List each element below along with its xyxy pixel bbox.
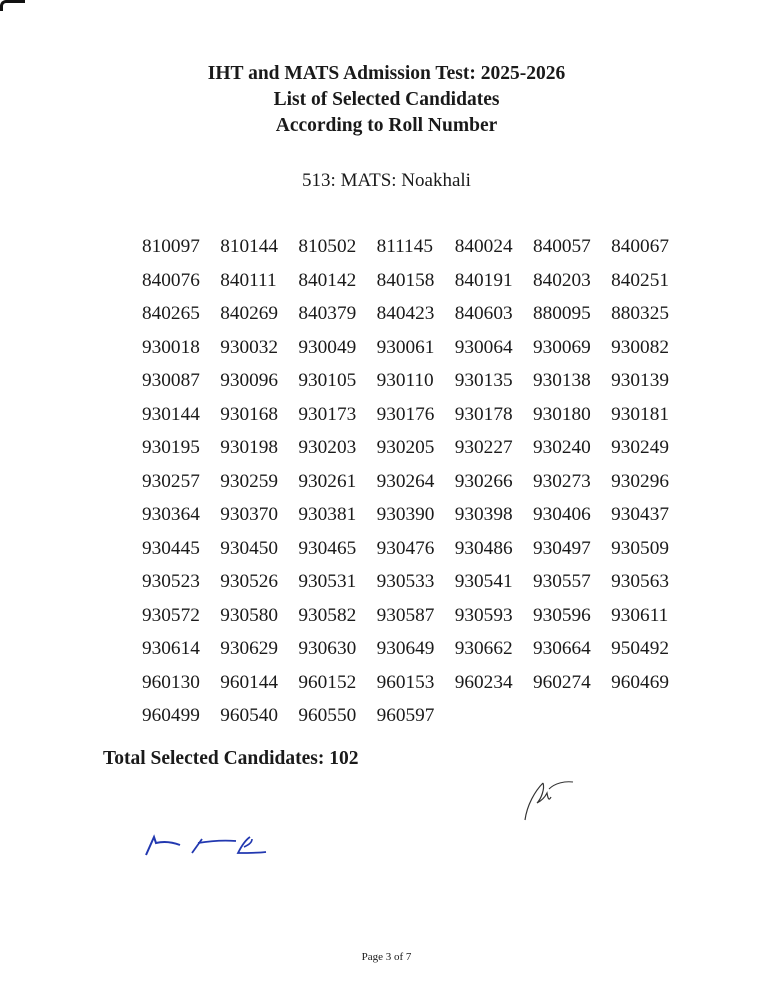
roll-number: 930533 bbox=[376, 571, 435, 592]
roll-number: 930390 bbox=[376, 504, 435, 525]
roll-number: 930069 bbox=[532, 336, 591, 358]
roll-number: 930523 bbox=[142, 571, 200, 592]
roll-number: 840142 bbox=[298, 269, 357, 291]
signature-left bbox=[140, 825, 270, 865]
roll-number: 930032 bbox=[220, 336, 279, 358]
roll-number: 840057 bbox=[532, 236, 591, 257]
roll-number: 960469 bbox=[611, 671, 669, 693]
total-selected: Total Selected Candidates: 102 bbox=[103, 748, 359, 769]
roll-number: 930168 bbox=[220, 403, 279, 425]
roll-number: 840158 bbox=[376, 269, 435, 291]
roll-number: 930198 bbox=[220, 437, 279, 458]
roll-number: 840111 bbox=[220, 269, 277, 291]
roll-number: 880325 bbox=[611, 303, 669, 324]
roll-number: 930266 bbox=[454, 470, 513, 492]
title-line-1: IHT and MATS Admission Test: 2025-2026 bbox=[207, 63, 566, 84]
roll-number: 930450 bbox=[220, 537, 279, 559]
roll-number: 930180 bbox=[532, 403, 591, 425]
roll-number: 930176 bbox=[376, 403, 435, 425]
roll-number: 930531 bbox=[298, 571, 357, 592]
roll-number: 930557 bbox=[532, 571, 591, 592]
roll-number: 930649 bbox=[376, 638, 435, 659]
roll-number: 930572 bbox=[142, 604, 200, 626]
roll-number: 840067 bbox=[611, 236, 669, 257]
roll-number: 840269 bbox=[220, 303, 279, 324]
roll-number: 840603 bbox=[454, 303, 513, 324]
document-header bbox=[0, 61, 773, 139]
roll-number: 810097 bbox=[142, 236, 200, 257]
roll-number: 930096 bbox=[220, 370, 279, 391]
roll-number: 960597 bbox=[376, 705, 435, 726]
roll-number: 840251 bbox=[611, 269, 669, 291]
roll-number: 930203 bbox=[298, 437, 357, 458]
roll-number: 930587 bbox=[376, 604, 435, 626]
roll-number: 930526 bbox=[220, 571, 279, 592]
roll-number: 930138 bbox=[532, 370, 591, 391]
roll-number: 880095 bbox=[532, 303, 591, 324]
roll-number: 930082 bbox=[611, 336, 669, 358]
roll-number: 930486 bbox=[454, 537, 513, 559]
signature-right bbox=[515, 775, 585, 825]
roll-number: 930139 bbox=[611, 370, 669, 391]
roll-number: 930509 bbox=[611, 537, 669, 559]
roll-number: 960234 bbox=[454, 671, 513, 693]
roll-number: 930541 bbox=[454, 571, 513, 592]
roll-number: 930398 bbox=[454, 504, 513, 525]
roll-number: 810144 bbox=[220, 236, 279, 257]
roll-number: 930240 bbox=[532, 437, 591, 458]
roll-number: 930381 bbox=[298, 504, 357, 525]
roll-number: 930563 bbox=[611, 571, 669, 592]
roll-number: 840024 bbox=[454, 236, 513, 257]
roll-number: 930370 bbox=[220, 504, 279, 525]
roll-number: 930061 bbox=[376, 336, 435, 358]
roll-number: 960499 bbox=[142, 705, 200, 726]
roll-number-grid bbox=[142, 230, 689, 733]
roll-number: 930049 bbox=[298, 336, 357, 358]
roll-number: 930144 bbox=[142, 403, 200, 425]
scan-edge-mark bbox=[0, 0, 25, 11]
roll-number: 810502 bbox=[298, 236, 357, 257]
roll-number: 930257 bbox=[142, 470, 200, 492]
roll-number: 840379 bbox=[298, 303, 357, 324]
roll-number: 840191 bbox=[454, 269, 513, 291]
roll-number: 930611 bbox=[611, 604, 669, 626]
roll-number: 930476 bbox=[376, 537, 435, 559]
roll-number: 930195 bbox=[142, 437, 200, 458]
roll-number: 960152 bbox=[298, 671, 357, 693]
roll-number: 840265 bbox=[142, 303, 200, 324]
roll-number: 930582 bbox=[298, 604, 357, 626]
roll-number: 950492 bbox=[611, 638, 669, 659]
roll-number: 930110 bbox=[376, 370, 434, 391]
roll-number: 930181 bbox=[611, 403, 669, 425]
roll-number: 930406 bbox=[532, 504, 591, 525]
title-line-3: According to Roll Number bbox=[275, 115, 498, 136]
roll-number: 930445 bbox=[142, 537, 200, 559]
roll-number: 930105 bbox=[298, 370, 357, 391]
roll-number: 930087 bbox=[142, 370, 200, 391]
roll-number: 930205 bbox=[376, 437, 435, 458]
roll-number: 840203 bbox=[532, 269, 591, 291]
roll-number: 960540 bbox=[220, 705, 279, 726]
roll-number: 960130 bbox=[142, 671, 200, 693]
roll-number: 930596 bbox=[532, 604, 591, 626]
roll-number: 930629 bbox=[220, 638, 279, 659]
roll-number: 930273 bbox=[532, 470, 591, 492]
title-line-2: List of Selected Candidates bbox=[273, 89, 500, 110]
roll-number: 930018 bbox=[142, 336, 200, 358]
roll-number: 930662 bbox=[454, 638, 513, 659]
roll-number: 960550 bbox=[298, 705, 357, 726]
roll-number: 930261 bbox=[298, 470, 357, 492]
roll-number: 930497 bbox=[532, 537, 591, 559]
page-number: Page 3 of 7 bbox=[361, 951, 412, 963]
roll-number: 840076 bbox=[142, 269, 200, 291]
roll-number: 930259 bbox=[220, 470, 279, 492]
roll-number: 930614 bbox=[142, 638, 200, 659]
roll-number: 960153 bbox=[376, 671, 435, 693]
roll-number: 960144 bbox=[220, 671, 279, 693]
roll-number: 930437 bbox=[611, 504, 669, 525]
roll-number: 930064 bbox=[454, 336, 513, 358]
roll-number: 930664 bbox=[532, 638, 591, 659]
roll-number: 930178 bbox=[454, 403, 513, 425]
roll-number: 930173 bbox=[298, 403, 357, 425]
roll-number: 840423 bbox=[376, 303, 435, 324]
roll-number: 930227 bbox=[454, 437, 513, 458]
roll-number: 930580 bbox=[220, 604, 279, 626]
roll-number: 930264 bbox=[376, 470, 435, 492]
roll-number: 930296 bbox=[611, 470, 669, 492]
roll-number: 930135 bbox=[454, 370, 513, 391]
roll-number: 930364 bbox=[142, 504, 200, 525]
roll-number: 930593 bbox=[454, 604, 513, 626]
roll-number: 930465 bbox=[298, 537, 357, 559]
roll-number: 960274 bbox=[532, 671, 591, 693]
centre-name: 513: MATS: Noakhali bbox=[302, 170, 471, 191]
roll-number: 811145 bbox=[376, 236, 433, 257]
roll-number: 930249 bbox=[611, 437, 669, 458]
roll-number: 930630 bbox=[298, 638, 357, 659]
